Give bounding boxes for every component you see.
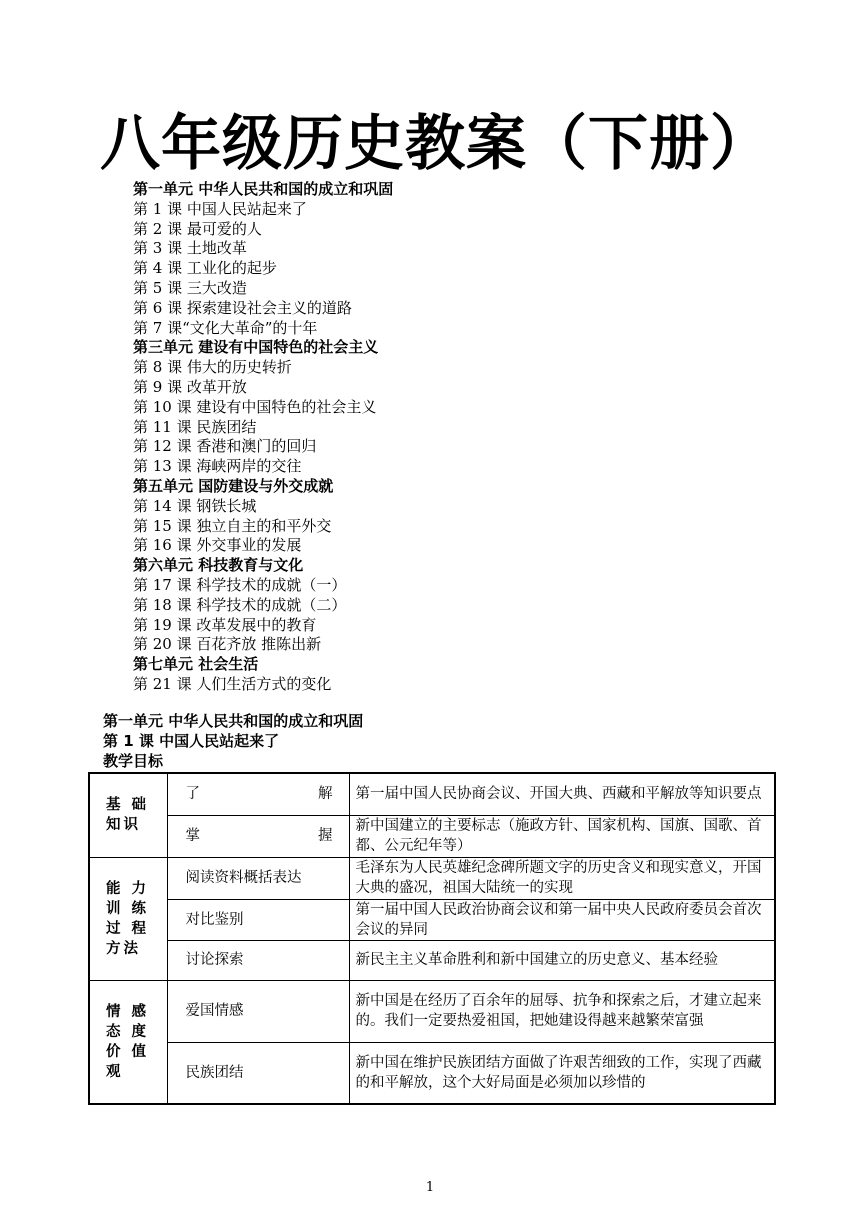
toc-unit-heading: 第七单元 社会生活 <box>133 655 259 674</box>
toc-lesson-item: 第 20 课 百花齐放 推陈出新 <box>133 635 322 654</box>
table-row <box>89 940 775 980</box>
table-row <box>89 815 775 857</box>
item-unity: 民族团结 <box>167 1042 349 1104</box>
toc-unit-heading: 第一单元 中华人民共和国的成立和巩固 <box>133 180 394 198</box>
toc-unit-heading: 第五单元 国防建设与外交成就 <box>133 476 334 495</box>
toc-lesson-item: 第 19 课 改革发展中的教育 <box>133 615 317 634</box>
table-row <box>89 1042 775 1104</box>
toc-lesson-item: 第 9 课 改革开放 <box>133 377 247 396</box>
item-label-b: 解 <box>318 786 333 803</box>
item-label-a: 了 <box>185 786 200 803</box>
toc-lesson-item: 第 10 课 建设有中国特色的社会主义 <box>133 397 377 416</box>
table-of-contents <box>133 180 633 695</box>
item-master <box>167 815 349 857</box>
toc-lesson-item: 第 17 课 科学技术的成就（一） <box>133 575 347 594</box>
toc-lesson-item: 第 6 课 探索建设社会主义的道路 <box>133 298 352 317</box>
toc-lesson-item: 第 8 课 伟大的历史转折 <box>133 358 292 377</box>
category-ability-training: 能 力 训 练 过 程 方法 <box>89 857 167 980</box>
category-emotion-values: 情 感 态 度 价 值 观 <box>89 980 167 1104</box>
description-cell: 新中国在维护民族团结方面做了许艰苦细致的工作，实现了西藏的和平解放，这个大好局面是必须加以珍惜的 <box>349 1042 775 1104</box>
teaching-goals-table <box>88 772 776 1105</box>
table-row <box>89 899 775 940</box>
page-number: 1 <box>425 1180 435 1195</box>
toc-lesson-item: 第 16 课 外交事业的发展 <box>133 536 302 555</box>
item-label-b: 握 <box>318 828 333 844</box>
unit-heading: 第一单元 中华人民共和国的成立和巩固 <box>103 712 364 730</box>
description-cell: 第一届中国人民协商会议、开国大典、西藏和平解放等知识要点 <box>349 773 775 815</box>
toc-lesson-item: 第 7 课“文化大革命”的十年 <box>133 318 318 337</box>
description-cell: 新中国建立的主要标志（施政方针、国家机构、国旗、国歌、首都、公元纪年等） <box>349 815 775 857</box>
description-cell: 新民主主义革命胜利和新中国建立的历史意义、基本经验 <box>349 940 775 980</box>
toc-lesson-item: 第 21 课 人们生活方式的变化 <box>133 674 332 693</box>
toc-lesson-item: 第 18 课 科学技术的成就（二） <box>133 595 347 614</box>
lesson-heading: 第 1 课 中国人民站起来了 <box>103 732 280 750</box>
toc-lesson-item: 第 3 课 土地改革 <box>133 239 247 258</box>
toc-lesson-item: 第 12 课 香港和澳门的回归 <box>133 437 317 456</box>
item-discuss: 讨论探索 <box>167 940 349 980</box>
toc-lesson-item: 第 11 课 民族团结 <box>133 417 257 436</box>
item-compare: 对比鉴别 <box>167 899 349 940</box>
description-cell: 新中国是在经历了百余年的屈辱、抗争和探索之后，才建立起来的。我们一定要热爱祖国，把她建设得越来越繁荣富强 <box>349 980 775 1042</box>
toc-lesson-item: 第 15 课 独立自主的和平外交 <box>133 516 332 535</box>
table-row <box>89 857 775 899</box>
toc-lesson-item: 第 5 课 三大改造 <box>133 278 247 297</box>
table-row <box>89 773 775 815</box>
toc-lesson-item: 第 4 课 工业化的起步 <box>133 259 277 278</box>
item-label-a: 掌 <box>185 828 200 844</box>
item-patriotism: 爱国情感 <box>167 980 349 1042</box>
toc-lesson-item: 第 13 课 海峡两岸的交往 <box>133 457 302 476</box>
page-title: 八年级历史教案（下册） <box>100 109 771 179</box>
toc-unit-heading: 第六单元 科技教育与文化 <box>133 556 304 575</box>
category-basic-knowledge: 基 础 知识 <box>89 773 167 857</box>
toc-lesson-item: 第 14 课 钢铁长城 <box>133 496 257 515</box>
item-understand <box>167 773 349 815</box>
toc-lesson-item: 第 1 课 中国人民站起来了 <box>133 199 307 218</box>
description-cell: 毛泽东为人民英雄纪念碑所题文字的历史含义和现实意义，开国大典的盛况，祖国大陆统一的实现 <box>349 857 775 899</box>
toc-lesson-item: 第 2 课 最可爱的人 <box>133 219 262 238</box>
item-reading: 阅读资料概括表达 <box>167 857 349 899</box>
table-row <box>89 980 775 1042</box>
goals-heading: 教学目标 <box>103 752 164 770</box>
description-cell: 第一届中国人民政治协商会议和第一届中央人民政府委员会首次会议的异同 <box>349 899 775 940</box>
toc-unit-heading: 第三单元 建设有中国特色的社会主义 <box>133 338 379 357</box>
